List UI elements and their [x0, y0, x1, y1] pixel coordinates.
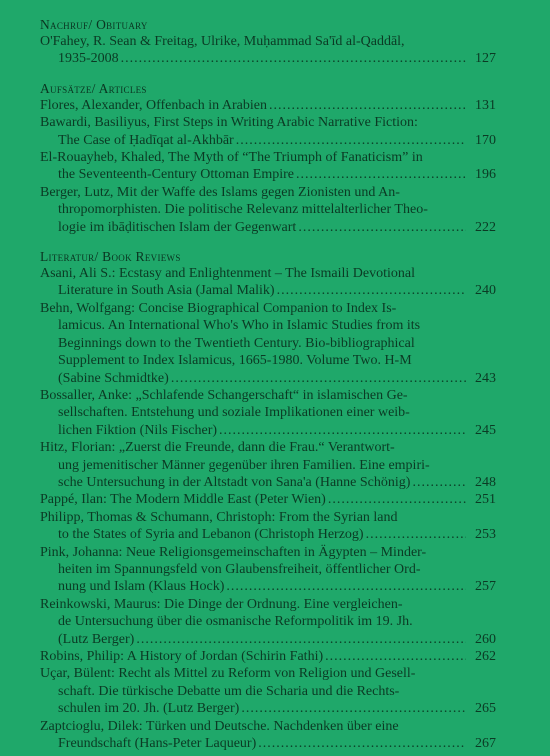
entry-line: Supplement to Index Islamicus, 1665-1980. Volume Two. H-M [58, 353, 412, 369]
toc-entry [40, 387, 496, 439]
entry-line: (Lutz Berger) [58, 631, 135, 647]
dot-leader [236, 132, 466, 149]
section-obituary [40, 16, 496, 68]
dot-leader [258, 735, 466, 752]
entry-line: Zaptcioglu, Dilek: Türken und Deutsche. Nachdenken über eine [40, 718, 399, 734]
toc-entry [40, 149, 496, 184]
page-number: 253 [475, 527, 496, 543]
dot-leader [296, 166, 466, 183]
entry-line: ung jemenitischer Männer gegenüber ihren Familien. Eine empiri- [58, 457, 430, 473]
toc-entry [40, 718, 496, 753]
entry-line: The Case of Ḥadīqat al-Akhbār [58, 132, 234, 148]
entry-line: Berger, Lutz, Mit der Waffe des Islams gegen Zionisten und An- [40, 184, 400, 200]
dot-leader [269, 97, 466, 114]
entry-lastline [40, 282, 468, 299]
dot-leader [366, 526, 466, 543]
dot-leader [241, 700, 466, 717]
toc-entry [40, 509, 496, 544]
toc-entry [40, 544, 496, 596]
page-number: 257 [475, 579, 496, 595]
entry-line: Uçar, Bülent: Recht als Mittel zu Reform von Religion und Gesell- [40, 666, 416, 682]
entry-line: nung und Islam (Klaus Hock) [58, 579, 225, 595]
dot-leader [298, 219, 466, 236]
entry-line: Flores, Alexander, Offenbach in Arabien [40, 97, 268, 113]
entry-line: Robins, Philip: A History of Jordan (Schirin Fathi) [40, 649, 324, 664]
entry-line: Pink, Johanna: Neue Religionsgemeinschaften in Ägypten – Minder- [40, 544, 427, 560]
dot-leader [277, 282, 466, 299]
entry-lastline [40, 631, 468, 648]
page-number: 243 [475, 370, 496, 386]
dot-leader [412, 474, 466, 491]
entry-line: schaft. Die türkische Debatte um die Scharia und die Rechts- [58, 683, 400, 699]
toc-entry [40, 491, 496, 508]
page-number: 170 [475, 132, 496, 148]
section-heading: Aufsätze/ Articles [40, 80, 147, 96]
entry-lastline [40, 219, 468, 236]
section-articles [40, 80, 496, 236]
toc-entry [40, 184, 496, 236]
dot-leader [328, 491, 466, 508]
entry-line: Asani, Ali S.: Ecstasy and Enlightenment – The Ismaili Devotional [40, 266, 415, 282]
entry-line: El-Rouayheb, Khaled, The Myth of “The Triumph of Fanaticism” in [40, 150, 423, 166]
entry-line: Hitz, Florian: „Zuerst die Freunde, dann die Frau.“ Verantwort- [40, 440, 395, 456]
entry-line: Literature in South Asia (Jamal Malik) [58, 283, 275, 299]
toc-entry [40, 97, 496, 114]
entry-line: to the States of Syria and Lebanon (Christoph Herzog) [58, 527, 364, 543]
entry-lastline [40, 474, 468, 491]
toc-entry [40, 665, 496, 717]
entry-line: schulen im 20. Jh. (Lutz Berger) [58, 701, 240, 717]
entry-line: thropomorphisten. Die politische Relevanz mittelalterlicher Theo- [58, 202, 428, 218]
dot-leader [136, 631, 466, 648]
entry-lastline [40, 578, 468, 595]
toc-entry [40, 439, 496, 491]
toc-entry [40, 265, 496, 300]
entry-line: de Untersuchung über die osmanische Reformpolitik im 19. Jh. [58, 614, 413, 630]
entry-line: 1935-2008 [58, 51, 119, 67]
entry-line: Freundschaft (Hans-Peter Laqueur) [58, 736, 257, 752]
entry-lastline [40, 491, 468, 508]
page-number: 260 [475, 631, 496, 647]
toc-entry [40, 596, 496, 648]
entry-lastline [40, 132, 468, 149]
toc-entry [40, 300, 496, 387]
toc-entry [40, 33, 496, 68]
entry-line: Reinkowski, Maurus: Die Dinge der Ordnung. Eine vergleichen- [40, 596, 403, 612]
entry-lastline [40, 735, 468, 752]
entry-line: O'Fahey, R. Sean & Freitag, Ulrike, Muḥammad Sa'īd al-Qaddāl, [40, 34, 405, 49]
entry-lastline [40, 700, 468, 717]
entry-line: lichen Fiktion (Nils Fischer) [58, 422, 218, 438]
entry-lastline [40, 166, 468, 183]
page-number: 127 [475, 51, 496, 67]
entry-lastline [40, 648, 468, 665]
page-number: 222 [475, 219, 496, 235]
entry-line: (Sabine Schmidtke) [58, 370, 169, 386]
dot-leader [219, 422, 466, 439]
dot-leader [171, 370, 466, 387]
entry-lastline [40, 97, 468, 114]
entry-line: Beginnings down to the Twentieth Century. Bio-bibliographical [58, 335, 415, 351]
entry-lastline [40, 526, 468, 543]
entry-line: Behn, Wolfgang: Concise Biographical Companion to Index Is- [40, 300, 397, 316]
page-number: 262 [475, 649, 496, 664]
entry-line: heiten im Spannungsfeld von Glaubensfreiheit, öffentlicher Ord- [58, 561, 421, 577]
entry-line: Philipp, Thomas & Schumann, Christoph: From the Syrian land [40, 509, 398, 525]
entry-lastline [40, 422, 468, 439]
entry-line: Bossaller, Anke: „Schlafende Schangerschaft“ in islamischen Ge- [40, 387, 408, 403]
entry-line: Pappé, Ilan: The Modern Middle East (Peter Wien) [40, 492, 326, 508]
dot-leader [226, 578, 466, 595]
dot-leader [325, 648, 466, 665]
page-number: 265 [475, 701, 496, 717]
page-number: 248 [475, 474, 496, 490]
page-number: 245 [475, 422, 496, 438]
page-number: 196 [475, 167, 496, 183]
section-book-reviews [40, 248, 496, 752]
entry-line: logie im ibāḍitischen Islam der Gegenwart [58, 219, 297, 235]
entry-line: sche Untersuchung in der Altstadt von Sana'a (Hanne Schönig) [58, 474, 411, 490]
section-heading: Nachruf/ Obituary [40, 17, 148, 32]
toc-entry [40, 648, 496, 665]
entry-line: Bawardi, Basiliyus, First Steps in Writing Arabic Narrative Fiction: [40, 115, 418, 131]
entry-lastline [40, 370, 468, 387]
toc-entry [40, 114, 496, 149]
entry-line: lamicus. An International Who's Who in Islamic Studies from its [58, 318, 421, 334]
page-number: 251 [475, 492, 496, 508]
dot-leader [121, 50, 466, 67]
page-number: 240 [475, 283, 496, 299]
entry-lastline [40, 50, 468, 67]
page-number: 267 [475, 736, 496, 752]
entry-line: sellschaften. Entstehung und soziale Implikationen einer weib- [58, 405, 410, 421]
section-heading: Literatur/ Book Reviews [40, 249, 181, 265]
page-number: 131 [475, 97, 496, 113]
entry-line: the Seventeenth-Century Ottoman Empire [58, 167, 294, 183]
